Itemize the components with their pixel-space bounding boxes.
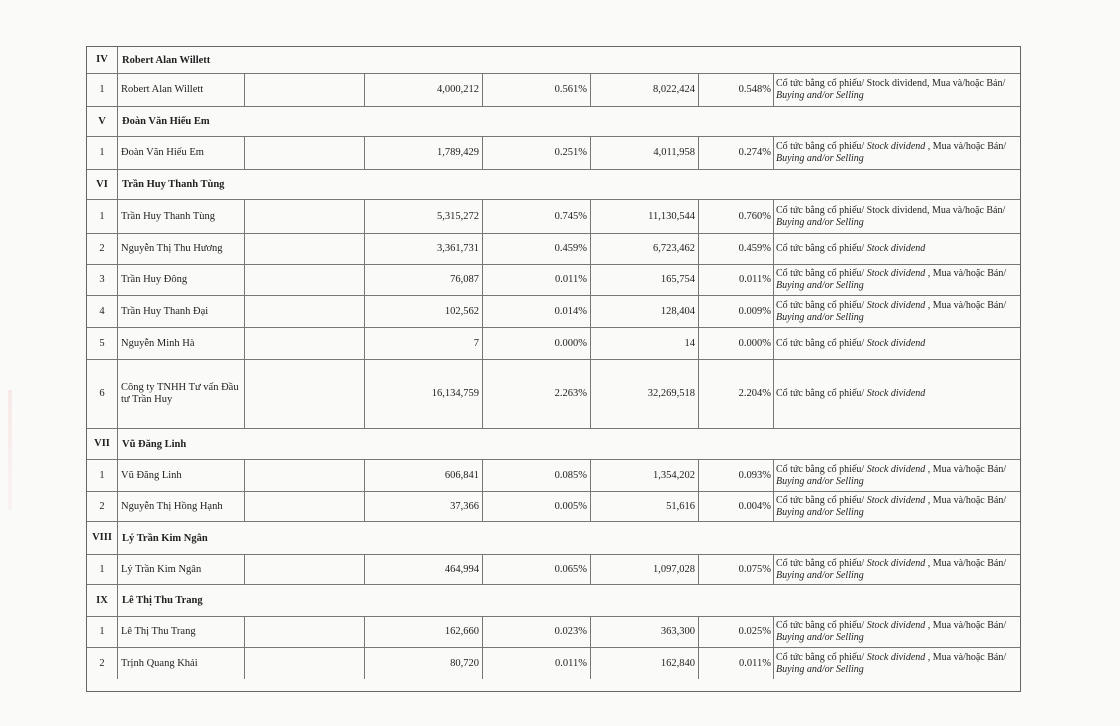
change-reason xyxy=(774,296,1020,327)
ratio-before: 0.005% xyxy=(483,492,591,521)
blank-cell xyxy=(245,360,365,428)
ratio-after: 0.459% xyxy=(699,234,774,264)
row-number: 1 xyxy=(87,200,118,233)
change-reason xyxy=(774,460,1020,491)
holder-name: Nguyễn Minh Hà xyxy=(118,328,245,359)
ratio-before: 0.014% xyxy=(483,296,591,327)
shares-before: 4,000,212 xyxy=(365,74,483,106)
change-reason-text xyxy=(776,338,1016,350)
table-row xyxy=(87,617,1020,648)
change-reason-text xyxy=(776,268,1016,292)
reason-text-2: , Mua và/hoặc Bán/ xyxy=(925,299,1007,311)
reason-italic-line2: Buying and/or Selling xyxy=(776,280,864,291)
reason-italic-line2: Buying and/or Selling xyxy=(776,311,864,323)
holder-name: Trịnh Quang Khải xyxy=(118,648,245,679)
table-row xyxy=(87,492,1020,522)
holder-name: Trần Huy Đông xyxy=(118,265,245,295)
reason-text: Cổ tức bằng cổ phiếu/ xyxy=(776,141,867,152)
ratio-before: 0.011% xyxy=(483,648,591,679)
blank-cell xyxy=(245,137,365,169)
group-number: VI xyxy=(87,170,118,199)
row-number: 1 xyxy=(87,74,118,106)
reason-text: Cổ tức bằng cổ phiếu/ Stock dividend, Mua và/hoặc Bán/ xyxy=(776,204,1006,216)
reason-text: Cổ tức bằng cổ phiếu/ xyxy=(776,388,867,399)
ratio-before: 0.459% xyxy=(483,234,591,264)
shares-after: 51,616 xyxy=(591,492,699,521)
change-reason xyxy=(774,200,1020,233)
change-reason xyxy=(774,265,1020,295)
blank-cell xyxy=(245,648,365,679)
reason-italic: Stock dividend xyxy=(866,337,926,349)
shares-before: 162,660 xyxy=(365,617,483,647)
shares-before: 76,087 xyxy=(365,265,483,295)
shares-after: 6,723,462 xyxy=(591,234,699,264)
shares-before: 37,366 xyxy=(365,492,483,521)
table-row xyxy=(87,200,1020,234)
reason-text: Cổ tức bằng cổ phiếu/ xyxy=(776,620,867,631)
shares-before: 7 xyxy=(365,328,483,359)
group-row xyxy=(87,170,1020,200)
group-name: Robert Alan Willett xyxy=(122,54,211,66)
group-name: Vũ Đăng Linh xyxy=(122,438,187,450)
scan-artifact xyxy=(8,390,12,510)
shares-before: 80,720 xyxy=(365,648,483,679)
holder-name: Nguyễn Thị Hồng Hạnh xyxy=(118,492,245,521)
ratio-before: 2.263% xyxy=(483,360,591,428)
table-row xyxy=(87,265,1020,296)
blank-cell xyxy=(245,200,365,233)
change-reason-text xyxy=(776,620,1016,644)
holder-name: Robert Alan Willett xyxy=(118,74,245,106)
change-reason xyxy=(774,74,1020,106)
change-reason xyxy=(774,648,1020,679)
reason-text: Cổ tức bằng cổ phiếu/ Stock dividend, Mua và/hoặc Bán/ xyxy=(776,78,1006,89)
change-reason-text xyxy=(776,141,1016,165)
row-number: 1 xyxy=(87,137,118,169)
shares-after: 162,840 xyxy=(591,648,699,679)
shares-before: 1,789,429 xyxy=(365,137,483,169)
ratio-after: 2.204% xyxy=(699,360,774,428)
holder-name: Lê Thị Thu Trang xyxy=(118,617,245,647)
holder-name: Trần Huy Thanh Tùng xyxy=(118,200,245,233)
blank-cell xyxy=(245,296,365,327)
change-reason-text xyxy=(776,205,1016,229)
reason-italic-line2: Buying and/or Selling xyxy=(776,663,864,675)
ratio-before: 0.011% xyxy=(483,265,591,295)
group-name: Lê Thị Thu Trang xyxy=(122,595,203,606)
reason-italic: Stock dividend xyxy=(866,268,926,279)
group-name: Lý Trần Kim Ngân xyxy=(122,532,208,544)
change-reason xyxy=(774,328,1020,359)
group-row xyxy=(87,585,1020,617)
table-row xyxy=(87,137,1020,170)
shares-after: 1,354,202 xyxy=(591,460,699,491)
shares-after: 11,130,544 xyxy=(591,200,699,233)
reason-text: Cổ tức bằng cổ phiếu/ xyxy=(776,557,867,569)
reason-italic: Stock dividend xyxy=(866,299,926,311)
reason-text: Cổ tức bằng cổ phiếu/ xyxy=(776,651,867,663)
group-number: VIII xyxy=(87,522,118,554)
shares-before: 16,134,759 xyxy=(365,360,483,428)
reason-italic-line2: Buying and/or Selling xyxy=(776,632,864,643)
change-reason-text xyxy=(776,300,1016,324)
ratio-before: 0.065% xyxy=(483,555,591,584)
ratio-after: 0.025% xyxy=(699,617,774,647)
shares-after: 128,404 xyxy=(591,296,699,327)
ratio-before: 0.561% xyxy=(483,74,591,106)
reason-italic: Stock dividend xyxy=(866,494,926,506)
change-reason-text xyxy=(776,388,1016,400)
reason-text-2: , Mua và/hoặc Bán/ xyxy=(925,620,1007,631)
reason-italic-line2: Buying and/or Selling xyxy=(776,569,864,581)
change-reason-text xyxy=(776,464,1016,488)
reason-italic-line2: Buying and/or Selling xyxy=(776,475,864,487)
ratio-after: 0.548% xyxy=(699,74,774,106)
table-row xyxy=(87,296,1020,328)
holder-name: Đoàn Văn Hiếu Em xyxy=(118,137,245,169)
blank-cell xyxy=(245,460,365,491)
ratio-after: 0.075% xyxy=(699,555,774,584)
table-row xyxy=(87,460,1020,492)
reason-italic: Stock dividend xyxy=(866,463,926,475)
change-reason-text xyxy=(776,78,1016,102)
reason-text-2: , Mua và/hoặc Bán/ xyxy=(925,268,1007,279)
reason-italic-line2: Buying and/or Selling xyxy=(776,153,864,164)
table-row xyxy=(87,74,1020,107)
table-row xyxy=(87,648,1020,679)
change-reason-text xyxy=(776,495,1016,519)
row-number: 5 xyxy=(87,328,118,359)
group-name: Đoàn Văn Hiếu Em xyxy=(122,116,210,127)
row-number: 1 xyxy=(87,617,118,647)
reason-italic-line2: Buying and/or Selling xyxy=(776,90,864,101)
ratio-after: 0.000% xyxy=(699,328,774,359)
reason-text: Cổ tức bằng cổ phiếu/ xyxy=(776,337,867,349)
table-row xyxy=(87,328,1020,360)
row-number: 6 xyxy=(87,360,118,428)
change-reason xyxy=(774,234,1020,264)
ratio-after: 0.004% xyxy=(699,492,774,521)
table-row xyxy=(87,360,1020,429)
change-reason-text xyxy=(776,652,1016,676)
group-number: IX xyxy=(87,585,118,616)
shares-after: 32,269,518 xyxy=(591,360,699,428)
group-row xyxy=(87,522,1020,555)
ratio-before: 0.000% xyxy=(483,328,591,359)
blank-cell xyxy=(245,492,365,521)
row-number: 4 xyxy=(87,296,118,327)
holder-name: Vũ Đăng Linh xyxy=(118,460,245,491)
reason-text: Cổ tức bằng cổ phiếu/ xyxy=(776,494,867,506)
reason-text: Cổ tức bằng cổ phiếu/ xyxy=(776,463,867,475)
group-number: VII xyxy=(87,429,118,459)
ratio-after: 0.760% xyxy=(699,200,774,233)
group-number: V xyxy=(87,107,118,136)
reason-text: Cổ tức bằng cổ phiếu/ xyxy=(776,299,867,311)
shares-before: 102,562 xyxy=(365,296,483,327)
reason-italic: Stock dividend xyxy=(866,651,926,663)
ratio-before: 0.251% xyxy=(483,137,591,169)
holder-name: Lý Trần Kim Ngân xyxy=(118,555,245,584)
reason-text-2: , Mua và/hoặc Bán/ xyxy=(925,141,1007,152)
reason-italic: Stock dividend xyxy=(866,557,926,569)
group-row xyxy=(87,429,1020,460)
table-row xyxy=(87,555,1020,585)
ratio-before: 0.085% xyxy=(483,460,591,491)
ratio-before: 0.023% xyxy=(483,617,591,647)
shares-before: 464,994 xyxy=(365,555,483,584)
ratio-after: 0.011% xyxy=(699,265,774,295)
blank-cell xyxy=(245,74,365,106)
shares-after: 1,097,028 xyxy=(591,555,699,584)
group-row xyxy=(87,107,1020,137)
ratio-after: 0.093% xyxy=(699,460,774,491)
ratio-after: 0.011% xyxy=(699,648,774,679)
shareholder-table xyxy=(86,46,1021,692)
reason-italic-line2: Buying and/or Selling xyxy=(776,506,864,518)
blank-cell xyxy=(245,617,365,647)
reason-italic: Stock dividend xyxy=(866,141,926,152)
blank-cell xyxy=(245,234,365,264)
reason-text: Cổ tức bằng cổ phiếu/ xyxy=(776,243,867,254)
change-reason xyxy=(774,492,1020,521)
reason-text-2: , Mua và/hoặc Bán/ xyxy=(925,557,1007,569)
shares-after: 4,011,958 xyxy=(591,137,699,169)
row-number: 1 xyxy=(87,555,118,584)
group-row xyxy=(87,47,1020,74)
change-reason xyxy=(774,555,1020,584)
change-reason-text xyxy=(776,558,1016,582)
reason-italic: Stock dividend xyxy=(866,620,926,631)
reason-text-2: , Mua và/hoặc Bán/ xyxy=(925,494,1007,506)
blank-cell xyxy=(245,555,365,584)
reason-italic-line2: Buying and/or Selling xyxy=(776,216,864,228)
change-reason xyxy=(774,360,1020,428)
reason-text-2: , Mua và/hoặc Bán/ xyxy=(925,651,1007,663)
ratio-after: 0.009% xyxy=(699,296,774,327)
group-name: Trần Huy Thanh Tùng xyxy=(122,179,225,190)
shares-before: 5,315,272 xyxy=(365,200,483,233)
ratio-before: 0.745% xyxy=(483,200,591,233)
row-number: 2 xyxy=(87,648,118,679)
holder-name: Nguyễn Thị Thu Hương xyxy=(118,234,245,264)
shares-after: 165,754 xyxy=(591,265,699,295)
holder-name: Công ty TNHH Tư vấn Đầu tư Trần Huy xyxy=(118,360,245,428)
ratio-after: 0.274% xyxy=(699,137,774,169)
reason-text: Cổ tức bằng cổ phiếu/ xyxy=(776,268,867,279)
group-number: IV xyxy=(87,47,118,73)
table-row xyxy=(87,234,1020,265)
blank-cell xyxy=(245,328,365,359)
shares-before: 606,841 xyxy=(365,460,483,491)
holder-name: Trần Huy Thanh Đại xyxy=(118,296,245,327)
shares-after: 14 xyxy=(591,328,699,359)
reason-italic: Stock dividend xyxy=(866,388,926,399)
change-reason xyxy=(774,617,1020,647)
row-number: 2 xyxy=(87,492,118,521)
change-reason-text xyxy=(776,243,1016,255)
change-reason xyxy=(774,137,1020,169)
shares-before: 3,361,731 xyxy=(365,234,483,264)
reason-italic: Stock dividend xyxy=(866,243,926,254)
row-number: 2 xyxy=(87,234,118,264)
shares-after: 8,022,424 xyxy=(591,74,699,106)
shares-after: 363,300 xyxy=(591,617,699,647)
blank-cell xyxy=(245,265,365,295)
row-number: 1 xyxy=(87,460,118,491)
reason-text-2: , Mua và/hoặc Bán/ xyxy=(925,463,1007,475)
row-number: 3 xyxy=(87,265,118,295)
